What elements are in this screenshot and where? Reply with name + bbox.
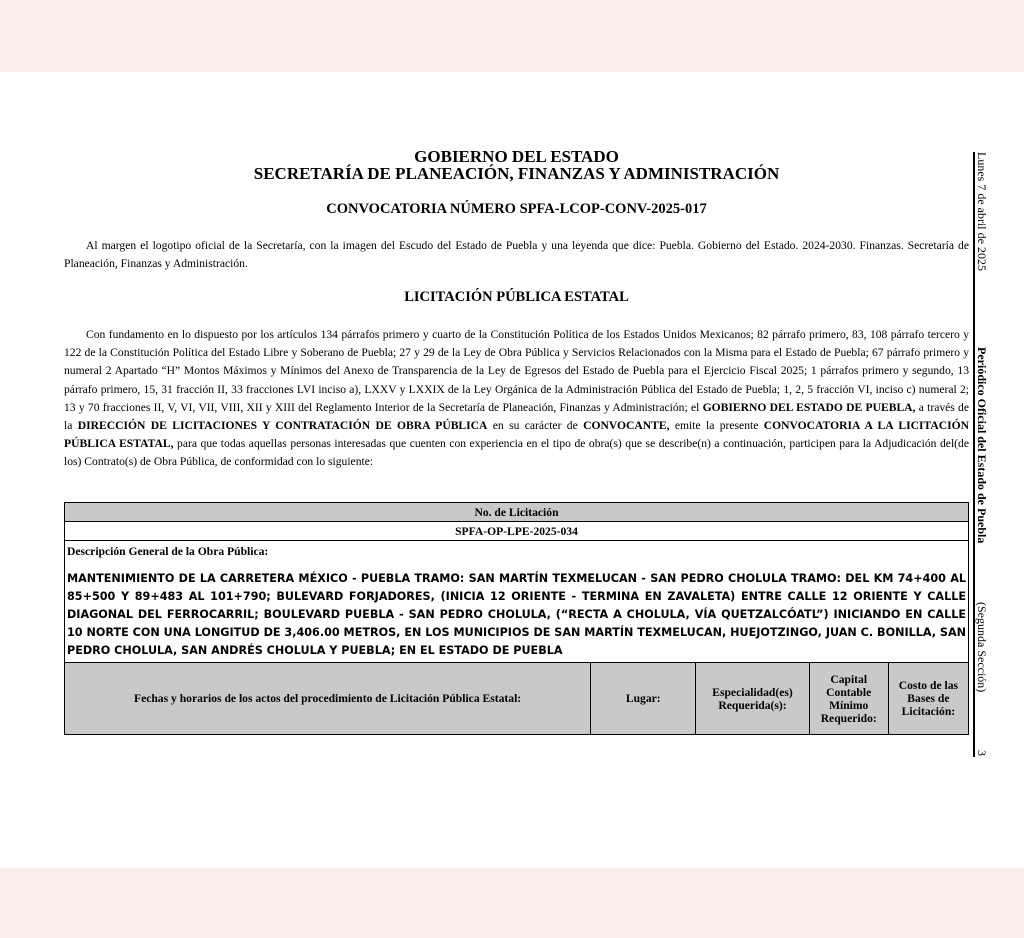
body-text-4: emite la presente bbox=[669, 419, 764, 433]
document-page bbox=[0, 72, 1024, 868]
header-secretaria: SECRETARÍA DE PLANEACIÓN, FINANZAS Y ADMINISTRACIÓN bbox=[253, 164, 780, 183]
body-bold-3: CONVOCANTE, bbox=[583, 419, 670, 433]
sidebar-periodico: Periódico Oficial del Estado de Puebla bbox=[975, 347, 989, 544]
body-text-5: para que todas aquellas personas interesadas que cuenten con experiencia en el tipo de obra(s) que se describe(n) a continuación, participen para la Adjudicación del(de los) Contrato(s) de Obra Pública, de conformidad con lo siguiente: bbox=[64, 437, 969, 469]
margin-note: Al margen el logotipo oficial de la Secretaría, con la imagen del Escudo del Estado de Puebla y una leyenda que dice: Puebla. Gobierno del Estado. 2024-2030. Finanzas. Secretaría de Planeación, Finanzas y Administración. bbox=[64, 239, 969, 271]
col-especialidad: Especialidad(es) Requerida(s): bbox=[696, 663, 809, 735]
col-fechas: Fechas y horarios de los actos del procedimiento de Licitación Pública Estatal: bbox=[65, 663, 591, 735]
body-text-2: a través de la bbox=[64, 400, 969, 433]
body-bold-1: GOBIERNO DEL ESTADO DE PUEBLA, bbox=[702, 400, 916, 414]
col-costo: Costo de las Bases de Licitación: bbox=[888, 663, 968, 735]
description-value: MANTENIMIENTO DE LA CARRETERA MÉXICO - PUEBLA TRAMO: SAN MARTÍN TEXMELUCAN - SAN PEDRO CHOLULA TRAMO: DEL KM 74+400 AL 85+500 Y 89+483 AL 101+790; BULEVARD FORJADORES, (INICIA 12 ORIENTE - TERMINA EN ZAVALETA) ENTRE CALLE 12 ORIENTE Y CALLE DIAGONAL DEL FERROCARRIL; BOULEVARD PUEBLA - SAN PEDRO CHOLULA, (“RECTA A CHOLULA, VÍA QUETZALCÓATL”) INICIANDO EN CALLE 10 NORTE CON UNA LONGITUD DE 3,406.00 METROS, EN LOS MUNICIPIOS DE SAN MARTÍN TEXMELUCAN, HUEJOTZINGO, JUAN C. BONILLA, SAN PEDRO CHOLULA, SAN ANDRÉS CHOLULA Y PUEBLA; EN EL ESTADO DE PUEBLA bbox=[65, 558, 969, 663]
body-bold-2: DIRECCIÓN DE LICITACIONES Y CONTRATACIÓN DE OBRA PÚBLICA bbox=[77, 419, 488, 433]
sidebar bbox=[974, 152, 990, 764]
convocatoria-number: CONVOCATORIA NÚMERO SPFA-LCOP-CONV-2025-017 bbox=[326, 201, 707, 217]
body-text-1: Con fundamento en lo dispuesto por los artículos 134 párrafos primero y cuarto de la Constitución Política de los Estados Unidos Mexicanos; 82 párrafo primero, 83, 108 párrafo tercero y 122 de la Constitución Política del Estado Libre y Soberano de Puebla; 27 y 29 de la Ley de Obra Pública y Servicios Relacionados con la Misma para el Estado de Puebla; 67 párrafo primero y numeral 2 Apartado “H” Montos Máximos y Mínimos del Anexo de Transparencia de la Ley de Egresos del Estado de Puebla para el Ejercicio Fiscal 2025; 1 párrafos primero y segundo, 13 párrafo primero, 15, 31 fracción II, 33 fracciones LVI inciso a), LXXV y LXXIX de la Ley Orgánica de la Administración Pública del Estado de Puebla; 1, 2, 5 fracción VI, inciso c) numeral 2; 13 y 70 fracciones II, V, VI, VII, VIII, XII y XIII del Reglamento Interior de la Secretaría de Planeación, Finanzas y Administración; el bbox=[64, 328, 969, 414]
header-government: GOBIERNO DEL ESTADO bbox=[414, 147, 619, 166]
legal-basis-paragraph bbox=[64, 326, 969, 472]
col-lugar: Lugar: bbox=[591, 663, 696, 735]
sidebar-seccion: (Segunda Sección) bbox=[975, 602, 989, 693]
section-title: LICITACIÓN PÚBLICA ESTATAL bbox=[404, 289, 629, 305]
sidebar-date: Lunes 7 de abril de 2025 bbox=[975, 152, 989, 271]
body-text-3: en su carácter de bbox=[487, 419, 584, 433]
no-licitacion-label: No. de Licitación bbox=[65, 503, 969, 522]
page-number: 3 bbox=[975, 750, 989, 756]
no-licitacion-value: SPFA-OP-LPE-2025-034 bbox=[65, 522, 969, 541]
description-label: Descripción General de la Obra Pública: bbox=[65, 541, 969, 559]
licitacion-table bbox=[64, 502, 969, 735]
col-capital: Capital Contable Mínimo Requerido: bbox=[809, 663, 888, 735]
body-bold-4: CONVOCATORIA A LA LICITACIÓN PÚBLICA ESTATAL, bbox=[64, 419, 970, 451]
